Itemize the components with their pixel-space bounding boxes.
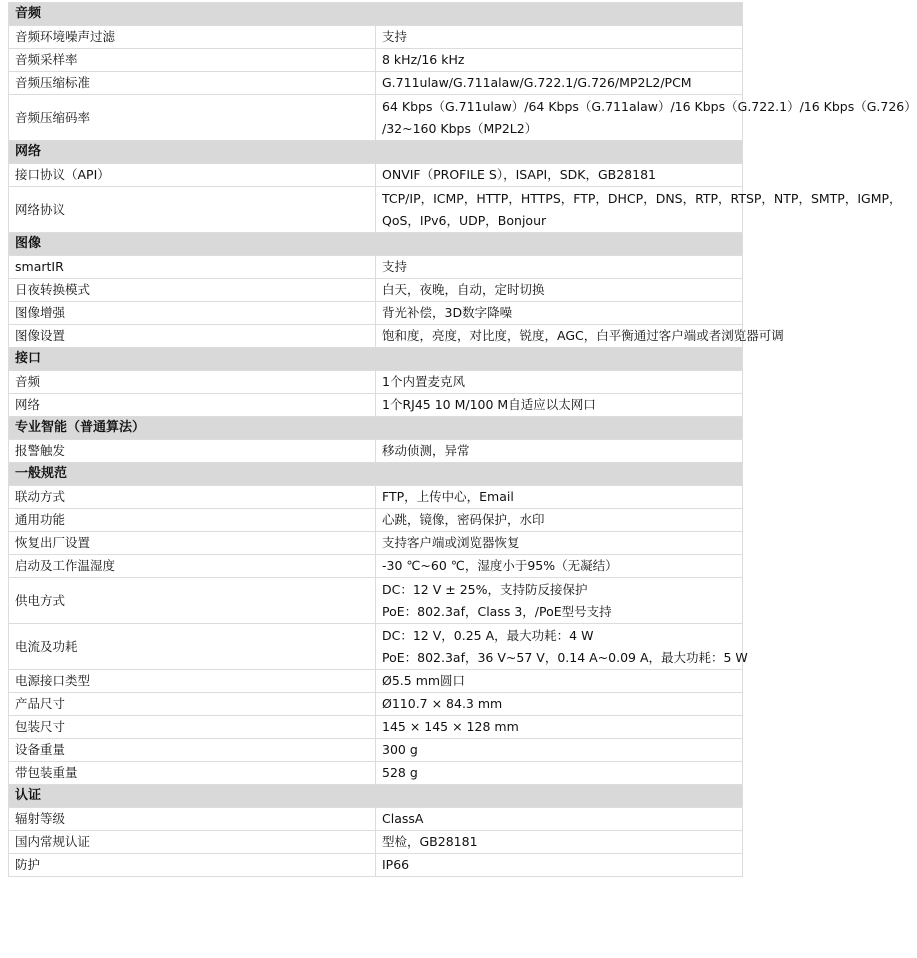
- spec-row: [9, 325, 743, 348]
- spec-key: 图像设置: [9, 325, 376, 348]
- spec-value-line: QoS，IPv6，UDP，Bonjour: [382, 212, 547, 228]
- spec-value-line: 1个内置麦克风: [382, 374, 465, 389]
- spec-value: [376, 831, 743, 854]
- spec-key: 国内常规认证: [9, 831, 376, 854]
- spec-value: [376, 95, 917, 141]
- spec-value-line: 145 × 145 × 128 mm: [382, 719, 519, 734]
- spec-value-line: TCP/IP，ICMP，HTTP，HTTPS，FTP，DHCP，DNS，RTP，RTSP，NTP，SMTP，IGMP，: [382, 190, 902, 206]
- spec-key: 启动及工作温湿度: [9, 555, 376, 578]
- spec-value: [376, 555, 743, 578]
- spec-table: [8, 2, 917, 877]
- spec-value-line: -30 ℃~60 ℃，湿度小于95%（无凝结）: [382, 558, 618, 573]
- spec-value: [376, 394, 743, 417]
- spec-key: 产品尺寸: [9, 693, 376, 716]
- spec-key: 电流及功耗: [9, 624, 376, 670]
- spec-value-line: 528 g: [382, 765, 418, 780]
- spec-row: [9, 854, 743, 877]
- spec-value: [376, 670, 743, 693]
- spec-row: [9, 831, 743, 854]
- spec-key: 网络协议: [9, 187, 376, 233]
- spec-key: 恢复出厂设置: [9, 532, 376, 555]
- spec-value: [376, 693, 743, 716]
- spec-row: [9, 509, 743, 532]
- spec-row: [9, 670, 743, 693]
- section-header: [9, 233, 743, 256]
- spec-value-line: Ø110.7 × 84.3 mm: [382, 696, 503, 711]
- spec-key: smartIR: [9, 256, 376, 279]
- section-header: [9, 141, 743, 164]
- spec-row: [9, 532, 743, 555]
- spec-value: [376, 26, 743, 49]
- section-header: [9, 417, 743, 440]
- spec-value: [376, 72, 743, 95]
- spec-value-line: DC：12 V，0.25 A，最大功耗：4 W: [382, 627, 594, 643]
- spec-value-line: 64 Kbps（G.711ulaw）/64 Kbps（G.711alaw）/16 Kbps（G.722.1）/16 Kbps（G.726）: [382, 98, 917, 114]
- spec-row: [9, 187, 743, 233]
- spec-key: 音频: [9, 371, 376, 394]
- spec-key: 通用功能: [9, 509, 376, 532]
- spec-row: [9, 555, 743, 578]
- spec-value: [376, 187, 902, 233]
- section-header: [9, 463, 743, 486]
- spec-value: [376, 509, 743, 532]
- spec-value-line: 支持: [382, 29, 408, 44]
- spec-value: [376, 371, 743, 394]
- spec-value-line: ClassA: [382, 811, 424, 826]
- spec-value: [376, 624, 748, 670]
- spec-key: 音频压缩标准: [9, 72, 376, 95]
- section-title: 一般规范: [9, 463, 743, 486]
- spec-value-line: 背光补偿，3D数字降噪: [382, 305, 513, 320]
- section-title: 音频: [9, 3, 743, 26]
- spec-row: [9, 72, 743, 95]
- spec-value-line: 心跳，镜像，密码保护，水印: [382, 512, 545, 527]
- spec-value: [376, 762, 743, 785]
- spec-value: [376, 279, 743, 302]
- section-title: 接口: [9, 348, 743, 371]
- spec-value-line: 型检，GB28181: [382, 834, 478, 849]
- spec-key: 接口协议（API）: [9, 164, 376, 187]
- spec-value: [376, 808, 743, 831]
- spec-value-line: FTP，上传中心，Email: [382, 489, 514, 504]
- spec-row: [9, 371, 743, 394]
- spec-row: [9, 279, 743, 302]
- spec-row: [9, 95, 743, 141]
- spec-key: 图像增强: [9, 302, 376, 325]
- spec-value: [376, 486, 743, 509]
- spec-value: [376, 440, 743, 463]
- spec-key: 设备重量: [9, 739, 376, 762]
- spec-key: 电源接口类型: [9, 670, 376, 693]
- spec-row: [9, 486, 743, 509]
- spec-value-line: DC：12 V ± 25%，支持防反接保护: [382, 581, 588, 597]
- spec-row: [9, 808, 743, 831]
- spec-row: [9, 739, 743, 762]
- spec-value-line: 移动侦测，异常: [382, 443, 470, 458]
- spec-row: [9, 394, 743, 417]
- section-header: [9, 348, 743, 371]
- spec-value-line: ONVIF（PROFILE S），ISAPI，SDK，GB28181: [382, 167, 656, 182]
- spec-row: [9, 762, 743, 785]
- spec-key: 包装尺寸: [9, 716, 376, 739]
- spec-value: [376, 578, 743, 624]
- spec-row: [9, 302, 743, 325]
- section-header: [9, 3, 743, 26]
- spec-value-line: 支持: [382, 259, 408, 274]
- spec-value: [376, 325, 784, 348]
- spec-value: [376, 854, 743, 877]
- spec-value-line: IP66: [382, 857, 410, 872]
- spec-value: [376, 302, 743, 325]
- spec-value-line: PoE：802.3af，36 V~57 V，0.14 A~0.09 A，最大功耗：5 W: [382, 649, 748, 665]
- spec-value-line: 饱和度，亮度，对比度，锐度，AGC，白平衡通过客户端或者浏览器可调: [382, 328, 784, 343]
- spec-key: 带包装重量: [9, 762, 376, 785]
- spec-value: [376, 739, 743, 762]
- spec-value: [376, 49, 743, 72]
- spec-value-line: 1个RJ45 10 M/100 M自适应以太网口: [382, 397, 596, 412]
- spec-key: 供电方式: [9, 578, 376, 624]
- spec-value-line: Ø5.5 mm圆口: [382, 673, 466, 688]
- section-title: 网络: [9, 141, 743, 164]
- spec-value-line: /32~160 Kbps（MP2L2）: [382, 120, 538, 136]
- spec-row: [9, 26, 743, 49]
- spec-key: 防护: [9, 854, 376, 877]
- section-title: 专业智能（普通算法）: [9, 417, 743, 440]
- spec-key: 辐射等级: [9, 808, 376, 831]
- spec-row: [9, 716, 743, 739]
- spec-value: [376, 532, 743, 555]
- section-title: 图像: [9, 233, 743, 256]
- section-header: [9, 785, 743, 808]
- spec-value: [376, 256, 743, 279]
- spec-key: 联动方式: [9, 486, 376, 509]
- spec-key: 日夜转换模式: [9, 279, 376, 302]
- spec-sheet: [8, 2, 917, 877]
- spec-key: 音频压缩码率: [9, 95, 376, 141]
- spec-value-line: 8 kHz/16 kHz: [382, 52, 465, 67]
- spec-value-line: 支持客户端或浏览器恢复: [382, 535, 520, 550]
- spec-key: 网络: [9, 394, 376, 417]
- spec-value-line: PoE：802.3af，Class 3，/PoE型号支持: [382, 603, 612, 619]
- spec-value: [376, 164, 743, 187]
- spec-row: [9, 440, 743, 463]
- spec-value-line: G.711ulaw/G.711alaw/G.722.1/G.726/MP2L2/PCM: [382, 75, 692, 90]
- spec-key: 报警触发: [9, 440, 376, 463]
- spec-row: [9, 693, 743, 716]
- spec-key: 音频环境噪声过滤: [9, 26, 376, 49]
- section-title: 认证: [9, 785, 743, 808]
- spec-value-line: 300 g: [382, 742, 418, 757]
- spec-key: 音频采样率: [9, 49, 376, 72]
- spec-row: [9, 624, 743, 670]
- spec-row: [9, 256, 743, 279]
- spec-value: [376, 716, 743, 739]
- spec-row: [9, 578, 743, 624]
- spec-value-line: 白天，夜晚，自动，定时切换: [382, 282, 545, 297]
- spec-row: [9, 49, 743, 72]
- spec-row: [9, 164, 743, 187]
